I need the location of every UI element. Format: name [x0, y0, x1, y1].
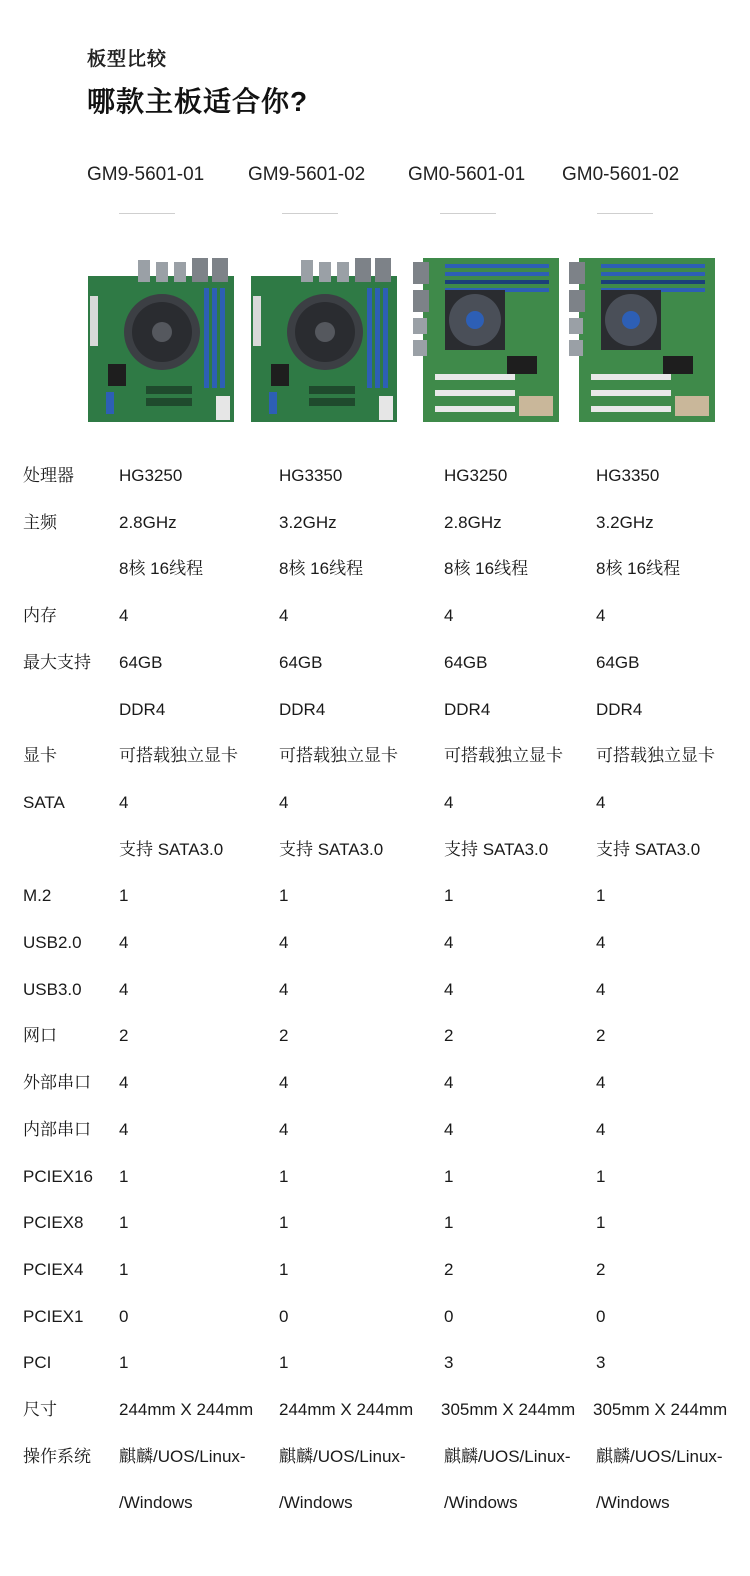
spec-row-label: 内存	[23, 606, 57, 625]
spec-cell: 4	[444, 933, 454, 952]
spec-cell: 244mm X 244mm	[119, 1400, 254, 1419]
spec-cell: /Windows	[119, 1493, 193, 1512]
spec-cell: 4	[596, 933, 606, 952]
spec-cell: 2.8GHz	[119, 513, 177, 532]
spec-row-label: 主频	[23, 513, 57, 532]
spec-cell: 4	[279, 606, 289, 625]
spec-cell: 2	[444, 1260, 454, 1279]
model-underline	[282, 213, 338, 214]
page-title: 哪款主板适合你?	[87, 86, 309, 117]
spec-row-label: PCIEX4	[23, 1260, 84, 1279]
spec-cell: /Windows	[279, 1493, 353, 1512]
spec-cell: 可搭载独立显卡	[119, 746, 238, 765]
spec-cell: 4	[444, 793, 454, 812]
spec-cell: 4	[444, 1120, 454, 1139]
spec-cell: 1	[444, 886, 454, 905]
spec-row-label: PCIEX1	[23, 1307, 84, 1326]
spec-cell: 1	[119, 1260, 129, 1279]
spec-row-label: PCI	[23, 1353, 52, 1372]
spec-cell: 4	[596, 793, 606, 812]
spec-cell: 1	[596, 1167, 606, 1186]
spec-cell: 4	[119, 980, 129, 999]
spec-cell: 4	[279, 980, 289, 999]
spec-cell: 4	[279, 1073, 289, 1092]
spec-cell: 麒麟/UOS/Linux-	[596, 1447, 723, 1466]
spec-cell: DDR4	[279, 700, 326, 719]
spec-cell: HG3350	[596, 466, 660, 485]
spec-row-label: 最大支持	[23, 653, 91, 672]
motherboard-image	[411, 256, 561, 426]
spec-cell: 0	[119, 1307, 129, 1326]
spec-cell: 4	[596, 1120, 606, 1139]
spec-cell: 1	[444, 1213, 454, 1232]
spec-cell: 1	[444, 1167, 454, 1186]
spec-cell: 3	[596, 1353, 606, 1372]
spec-row-label: 外部串口	[23, 1073, 91, 1092]
spec-cell: 8核 16线程	[444, 559, 529, 578]
spec-cell: 8核 16线程	[279, 559, 364, 578]
spec-cell: 支持 SATA3.0	[119, 840, 224, 859]
spec-cell: 4	[119, 606, 129, 625]
spec-cell: 1	[119, 1213, 129, 1232]
spec-cell: 3	[444, 1353, 454, 1372]
model-underline	[119, 213, 175, 214]
spec-cell: 2	[444, 1026, 454, 1045]
spec-row-label: SATA	[23, 793, 65, 812]
spec-row-label: 处理器	[23, 466, 74, 485]
spec-cell: 1	[279, 1353, 289, 1372]
spec-row-label: M.2	[23, 886, 52, 905]
spec-cell: 64GB	[444, 653, 488, 672]
spec-cell: 3.2GHz	[279, 513, 337, 532]
spec-cell: 305mm X 244mm	[593, 1400, 728, 1419]
spec-cell: 2	[279, 1026, 289, 1045]
spec-cell: 麒麟/UOS/Linux-	[444, 1447, 571, 1466]
spec-cell: 305mm X 244mm	[441, 1400, 576, 1419]
spec-cell: 支持 SATA3.0	[596, 840, 701, 859]
spec-cell: 1	[279, 1260, 289, 1279]
spec-cell: 可搭载独立显卡	[279, 746, 398, 765]
model-name: GM0-5601-02	[562, 164, 680, 185]
spec-cell: 4	[444, 980, 454, 999]
model-name: GM9-5601-02	[248, 164, 366, 185]
spec-cell: 1	[596, 1213, 606, 1232]
spec-cell: 2	[119, 1026, 129, 1045]
spec-cell: 1	[279, 886, 289, 905]
spec-cell: 64GB	[596, 653, 640, 672]
spec-row-label: USB3.0	[23, 980, 82, 999]
spec-cell: 8核 16线程	[596, 559, 681, 578]
motherboard-image	[86, 256, 238, 426]
spec-cell: 4	[444, 606, 454, 625]
spec-cell: 2	[596, 1260, 606, 1279]
spec-cell: /Windows	[444, 1493, 518, 1512]
spec-row-label: 网口	[23, 1026, 57, 1045]
spec-cell: 244mm X 244mm	[279, 1400, 414, 1419]
spec-cell: DDR4	[596, 700, 643, 719]
spec-cell: 4	[119, 933, 129, 952]
spec-cell: 8核 16线程	[119, 559, 204, 578]
spec-row-label: 显卡	[23, 746, 57, 765]
spec-cell: 1	[119, 1167, 129, 1186]
spec-cell: 4	[596, 1073, 606, 1092]
spec-cell: /Windows	[596, 1493, 670, 1512]
spec-cell: 0	[596, 1307, 606, 1326]
model-name: GM9-5601-01	[87, 164, 205, 185]
spec-cell: 3.2GHz	[596, 513, 654, 532]
motherboard-image	[567, 256, 717, 426]
spec-cell: HG3250	[119, 466, 183, 485]
spec-cell: 0	[444, 1307, 454, 1326]
spec-cell: 0	[279, 1307, 289, 1326]
spec-cell: 2.8GHz	[444, 513, 502, 532]
spec-cell: 4	[279, 933, 289, 952]
spec-cell: 4	[444, 1073, 454, 1092]
spec-cell: DDR4	[119, 700, 166, 719]
spec-row-label: 尺寸	[23, 1400, 57, 1419]
spec-row-label: PCIEX8	[23, 1213, 84, 1232]
spec-cell: 2	[596, 1026, 606, 1045]
spec-cell: HG3250	[444, 466, 508, 485]
spec-cell: 4	[279, 793, 289, 812]
spec-cell: 64GB	[119, 653, 163, 672]
motherboard-image	[249, 256, 401, 426]
spec-cell: 4	[119, 1073, 129, 1092]
spec-row-label: PCIEX16	[23, 1167, 93, 1186]
spec-row-label: 操作系统	[23, 1447, 91, 1466]
spec-cell: DDR4	[444, 700, 491, 719]
spec-cell: 1	[119, 886, 129, 905]
spec-cell: 4	[119, 793, 129, 812]
model-name: GM0-5601-01	[408, 164, 526, 185]
spec-cell: 麒麟/UOS/Linux-	[119, 1447, 246, 1466]
spec-cell: 1	[279, 1167, 289, 1186]
model-underline	[597, 213, 653, 214]
spec-row-label: 内部串口	[23, 1120, 91, 1139]
spec-cell: 1	[279, 1213, 289, 1232]
spec-cell: 4	[279, 1120, 289, 1139]
model-underline	[440, 213, 496, 214]
spec-cell: 麒麟/UOS/Linux-	[279, 1447, 406, 1466]
spec-cell: 4	[596, 606, 606, 625]
spec-cell: 可搭载独立显卡	[444, 746, 563, 765]
spec-cell: HG3350	[279, 466, 343, 485]
spec-cell: 4	[596, 980, 606, 999]
spec-cell: 支持 SATA3.0	[444, 840, 549, 859]
spec-cell: 1	[596, 886, 606, 905]
spec-cell: 1	[119, 1353, 129, 1372]
spec-cell: 4	[119, 1120, 129, 1139]
spec-cell: 支持 SATA3.0	[279, 840, 384, 859]
spec-cell: 64GB	[279, 653, 323, 672]
page-subtitle: 板型比较	[87, 49, 168, 70]
spec-cell: 可搭载独立显卡	[596, 746, 715, 765]
spec-row-label: USB2.0	[23, 933, 82, 952]
